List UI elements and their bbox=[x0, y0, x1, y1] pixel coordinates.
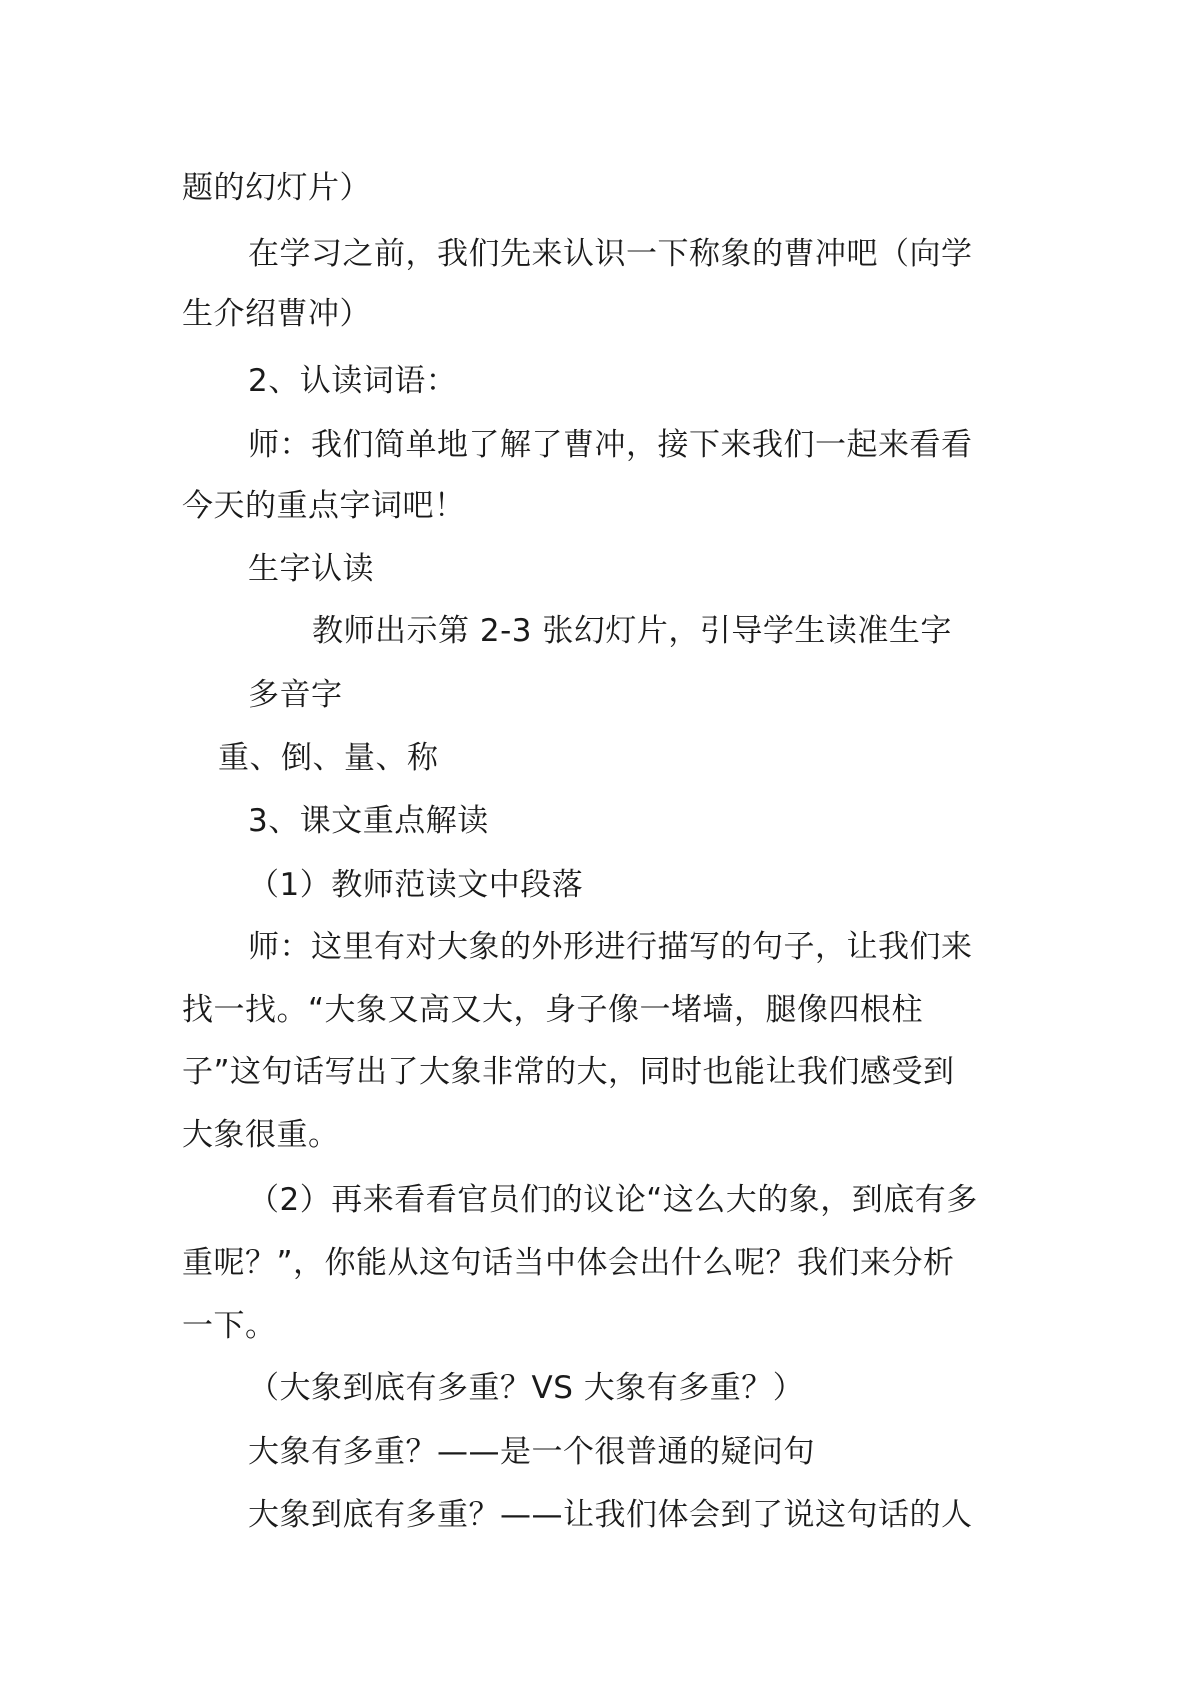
text-line: 在学习之前，我们先来认识一下称象的曹冲吧（向学 bbox=[248, 236, 973, 272]
text-line: 教师出示第 2-3 张幻灯片，引导学生读准生字 bbox=[312, 613, 952, 649]
text-line: 今天的重点字词吧！ bbox=[182, 488, 466, 524]
text-line: 重、倒、量、称 bbox=[218, 740, 439, 776]
text-line: 2、认读词语： bbox=[248, 363, 458, 399]
text-line: 一下。 bbox=[182, 1308, 277, 1344]
text-line: 大象到底有多重？——让我们体会到了说这句话的人 bbox=[248, 1497, 973, 1533]
text-line: 子”这句话写出了大象非常的大，同时也能让我们感受到 bbox=[182, 1054, 955, 1090]
text-line: 找一找。“大象又高又大，身子像一堵墙，腿像四根柱 bbox=[182, 992, 924, 1028]
text-line: 多音字 bbox=[248, 677, 343, 713]
text-line: 师：我们简单地了解了曹冲，接下来我们一起来看看 bbox=[248, 427, 973, 463]
text-line: 生介绍曹冲） bbox=[182, 296, 371, 332]
text-line: 生字认读 bbox=[248, 551, 374, 587]
text-line: （2）再来看看官员们的议论“这么大的象，到底有多 bbox=[248, 1182, 978, 1218]
text-line: 重呢？”，你能从这句话当中体会出什么呢？我们来分析 bbox=[182, 1245, 955, 1281]
text-line: 大象很重。 bbox=[182, 1117, 340, 1153]
text-line: 题的幻灯片） bbox=[182, 170, 371, 206]
text-line: 大象有多重？——是一个很普通的疑问句 bbox=[248, 1434, 815, 1470]
text-line: （1）教师范读文中段落 bbox=[248, 867, 584, 903]
text-line: 师：这里有对大象的外形进行描写的句子，让我们来 bbox=[248, 929, 973, 965]
text-line: 3、课文重点解读 bbox=[248, 803, 489, 839]
text-line: （大象到底有多重？VS 大象有多重？） bbox=[248, 1370, 805, 1406]
